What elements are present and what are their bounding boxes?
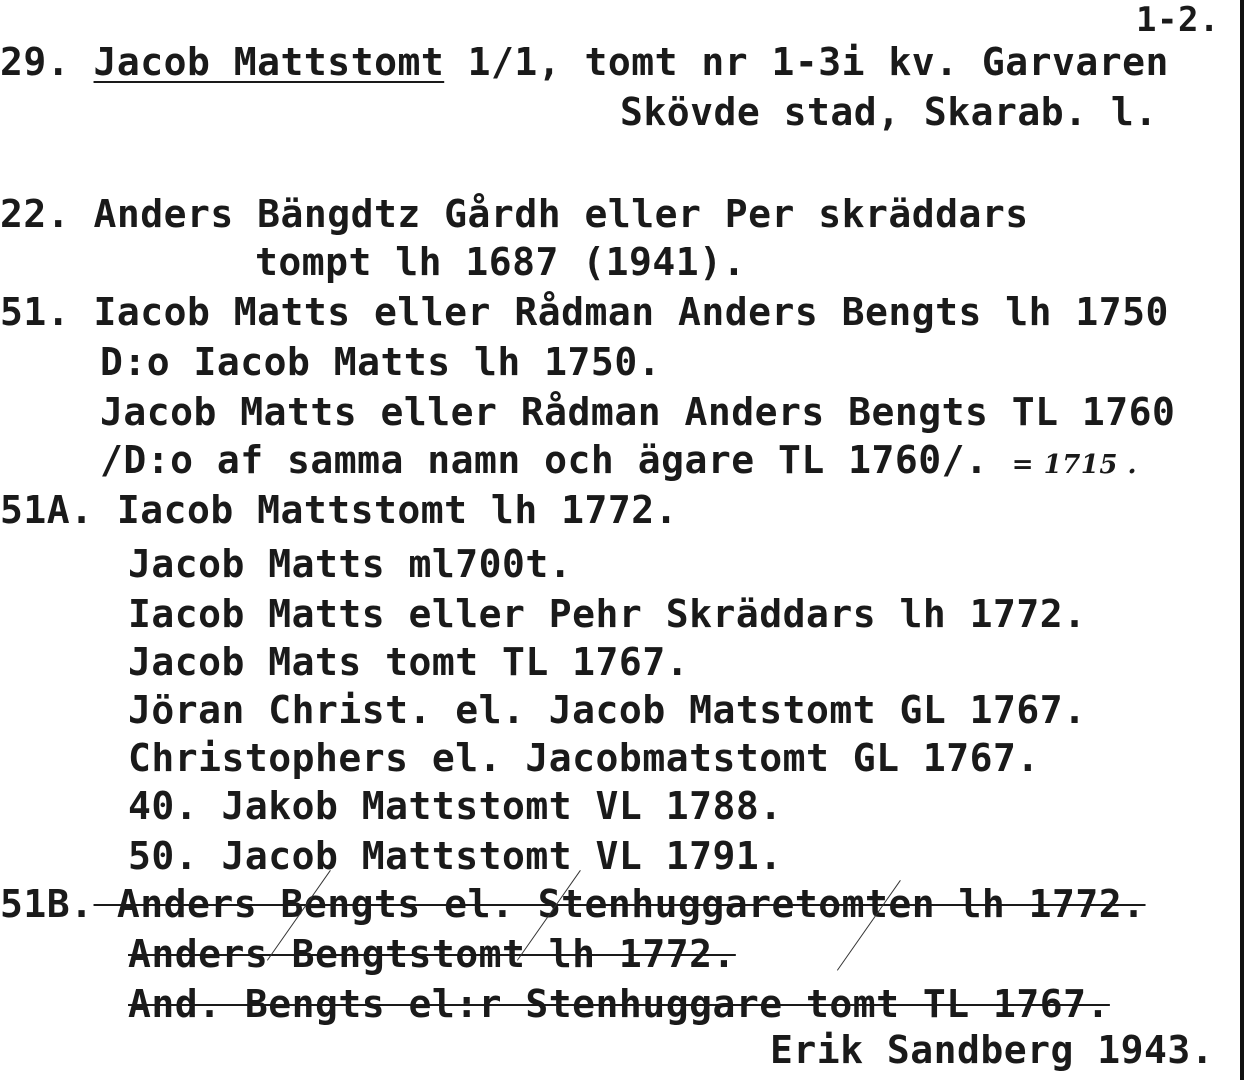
entry-51b-line3: And. Bengts el:r Stenhuggare tomt TL 1767. [128,982,1110,1026]
entry-51a-line5: Jöran Christ. el. Jacob Matstomt GL 1767. [128,688,1087,732]
entry-51a-line4: Jacob Mats tomt TL 1767. [128,640,690,684]
card-edge-line [1240,0,1244,1080]
entry-29-line1 [0,40,1169,84]
entry-51-line3: Jacob Matts eller Rådman Anders Bengts TL 1760 [100,390,1176,434]
entry-22-line2: tompt lh 1687 (1941). [255,240,746,284]
entry-29-rest: 1/1, tomt nr 1-3i kv. Garvaren [444,40,1169,84]
entry-51a-line3: Iacob Matts eller Pehr Skräddars lh 1772. [128,592,1087,636]
page-number: 1-2. [1136,0,1220,40]
signature: Erik Sandberg 1943. [770,1028,1215,1072]
entry-29-line2: Skövde stad, Skarab. l. [620,90,1158,134]
entry-51b-line1 [0,882,1146,926]
entry-51a-line2: Jacob Matts ml700t. [128,542,573,586]
entry-51-line4-text: /D:o af samma namn och ägare TL 1760/. [100,438,989,482]
entry-29-name: Jacob Mattstomt [93,40,445,84]
entry-51-line1: 51. Iacob Matts eller Rådman Anders Bengts lh 1750 [0,290,1169,334]
entry-51a-line8: 50. Jacob Mattstomt VL 1791. [128,834,783,878]
entry-51b-line1-text: Anders Bengts el. Stenhuggaretomten lh 1772. [93,882,1146,926]
entry-51b-line2: Anders Bengtstomt lh 1772. [128,932,736,976]
entry-51a-line1: 51A. Iacob Mattstomt lh 1772. [0,488,678,532]
entry-51-line4 [100,438,1137,487]
entry-51b-num: 51B. [0,882,94,926]
entry-29-num: 29. [0,40,71,84]
entry-51-line2: D:o Iacob Matts lh 1750. [100,340,662,384]
handwritten-note: = 1715 . [1011,450,1138,480]
entry-51a-line7: 40. Jakob Mattstomt VL 1788. [128,784,783,828]
entry-22-line1: 22. Anders Bängdtz Gårdh eller Per skräddars [0,192,1029,236]
entry-51a-line6: Christophers el. Jacobmatstomt GL 1767. [128,736,1040,780]
